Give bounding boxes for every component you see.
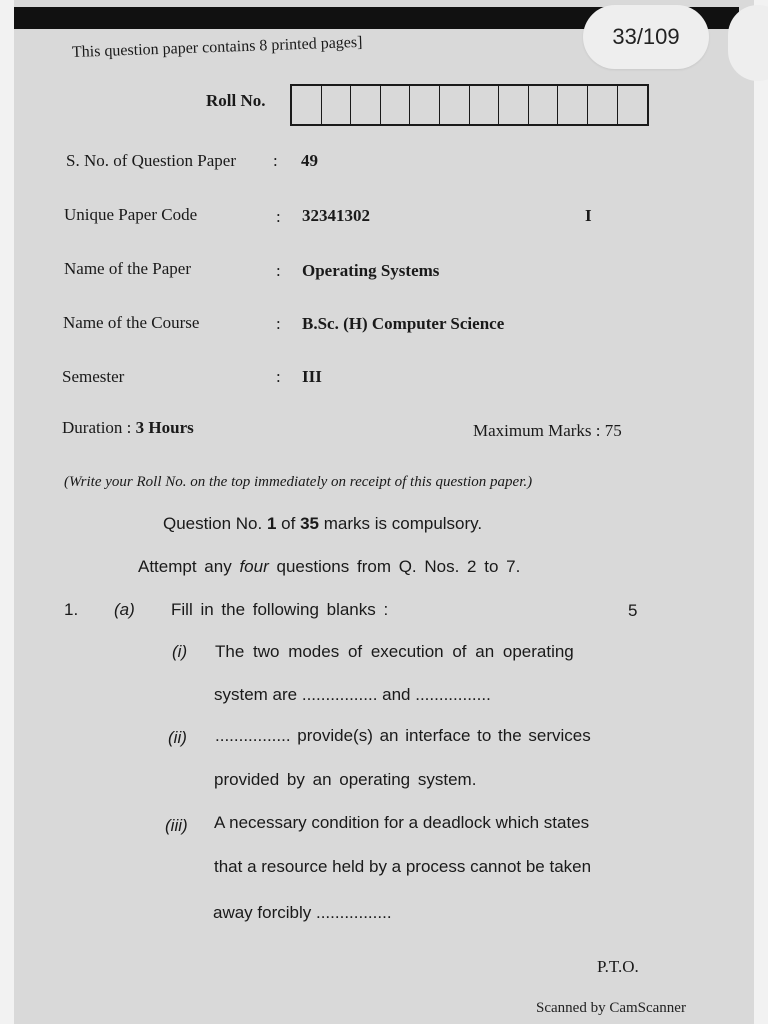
item-num-i: (i) — [172, 642, 188, 661]
roll-box — [440, 86, 470, 124]
meta-value-sno: 49 — [301, 151, 318, 170]
meta-value-semester: III — [302, 367, 322, 386]
compulsory-instruction — [163, 514, 482, 534]
meta-colon: : — [276, 261, 281, 280]
roll-box — [499, 86, 529, 124]
compulsory-num: 1 — [266, 514, 277, 533]
meta-label-sno: S. No. of Question Paper — [66, 151, 236, 170]
item-num-ii: (ii) — [168, 728, 187, 747]
question-part: (a) — [114, 600, 135, 619]
roll-number-boxes — [290, 84, 649, 126]
compulsory-pre: Question No. — [163, 514, 263, 533]
question-marks: 5 — [628, 601, 638, 620]
meta-value-course: B.Sc. (H) Computer Science — [302, 314, 505, 333]
roll-box — [410, 86, 440, 124]
attempt-four: four — [239, 557, 269, 576]
roll-box — [558, 86, 588, 124]
meta-colon: : — [276, 314, 281, 333]
attempt-pre: Attempt any — [138, 557, 232, 576]
duration-label: Duration : — [62, 418, 132, 437]
item-iii-line3: away forcibly ................ — [213, 903, 392, 922]
attempt-post: questions from Q. Nos. 2 to 7. — [276, 557, 521, 576]
max-marks-value: 75 — [604, 421, 622, 440]
corner-button[interactable] — [728, 5, 768, 81]
roll-box — [529, 86, 559, 124]
attempt-instruction — [138, 557, 520, 577]
scanner-watermark: Scanned by CamScanner — [536, 1000, 686, 1016]
roll-box — [470, 86, 500, 124]
item-i-line1: The two modes of execution of an operating — [215, 642, 574, 661]
duration-value: 3 Hours — [135, 418, 194, 437]
pages-note: This question paper contains 8 printed pages] — [71, 33, 363, 61]
item-i-line2: system are ................ and ................ — [214, 685, 491, 704]
roll-box — [322, 86, 352, 124]
page-indicator: 33/109 — [583, 5, 709, 69]
compulsory-marks: 35 — [300, 514, 320, 533]
item-num-iii: (iii) — [165, 816, 188, 835]
meta-label-paper: Name of the Paper — [64, 259, 191, 278]
item-iii-line2: that a resource held by a process cannot be taken — [214, 857, 592, 876]
roll-box — [351, 86, 381, 124]
roll-box — [292, 86, 322, 124]
question-number: 1. — [64, 600, 79, 619]
meta-value-code: 32341302 — [302, 206, 370, 225]
compulsory-post: marks is compulsory. — [323, 514, 483, 533]
roll-box — [588, 86, 618, 124]
meta-label-course: Name of the Course — [63, 313, 200, 332]
meta-value-paper: Operating Systems — [302, 261, 440, 280]
max-marks-label: Maximum Marks : — [473, 421, 601, 440]
item-ii-line1: ................ provide(s) an interface to the services — [215, 726, 591, 745]
meta-colon: : — [276, 367, 281, 386]
max-marks — [473, 421, 622, 441]
roll-label: Roll No. — [206, 91, 266, 110]
meta-label-semester: Semester — [62, 367, 125, 386]
pto-label: P.T.O. — [597, 957, 639, 976]
meta-colon: : — [273, 151, 278, 170]
roll-instruction: (Write your Roll No. on the top immediately on receipt of this question paper.) — [64, 474, 533, 490]
meta-extra-code: I — [585, 206, 592, 225]
roll-box — [381, 86, 411, 124]
question-prompt: Fill in the following blanks : — [171, 600, 389, 619]
duration — [62, 418, 194, 438]
roll-box — [618, 86, 648, 124]
meta-colon: : — [276, 207, 281, 226]
item-ii-line2: provided by an operating system. — [214, 770, 477, 789]
meta-label-code: Unique Paper Code — [64, 205, 198, 224]
compulsory-mid: of — [281, 514, 296, 533]
item-iii-line1: A necessary condition for a deadlock which states — [214, 813, 590, 832]
